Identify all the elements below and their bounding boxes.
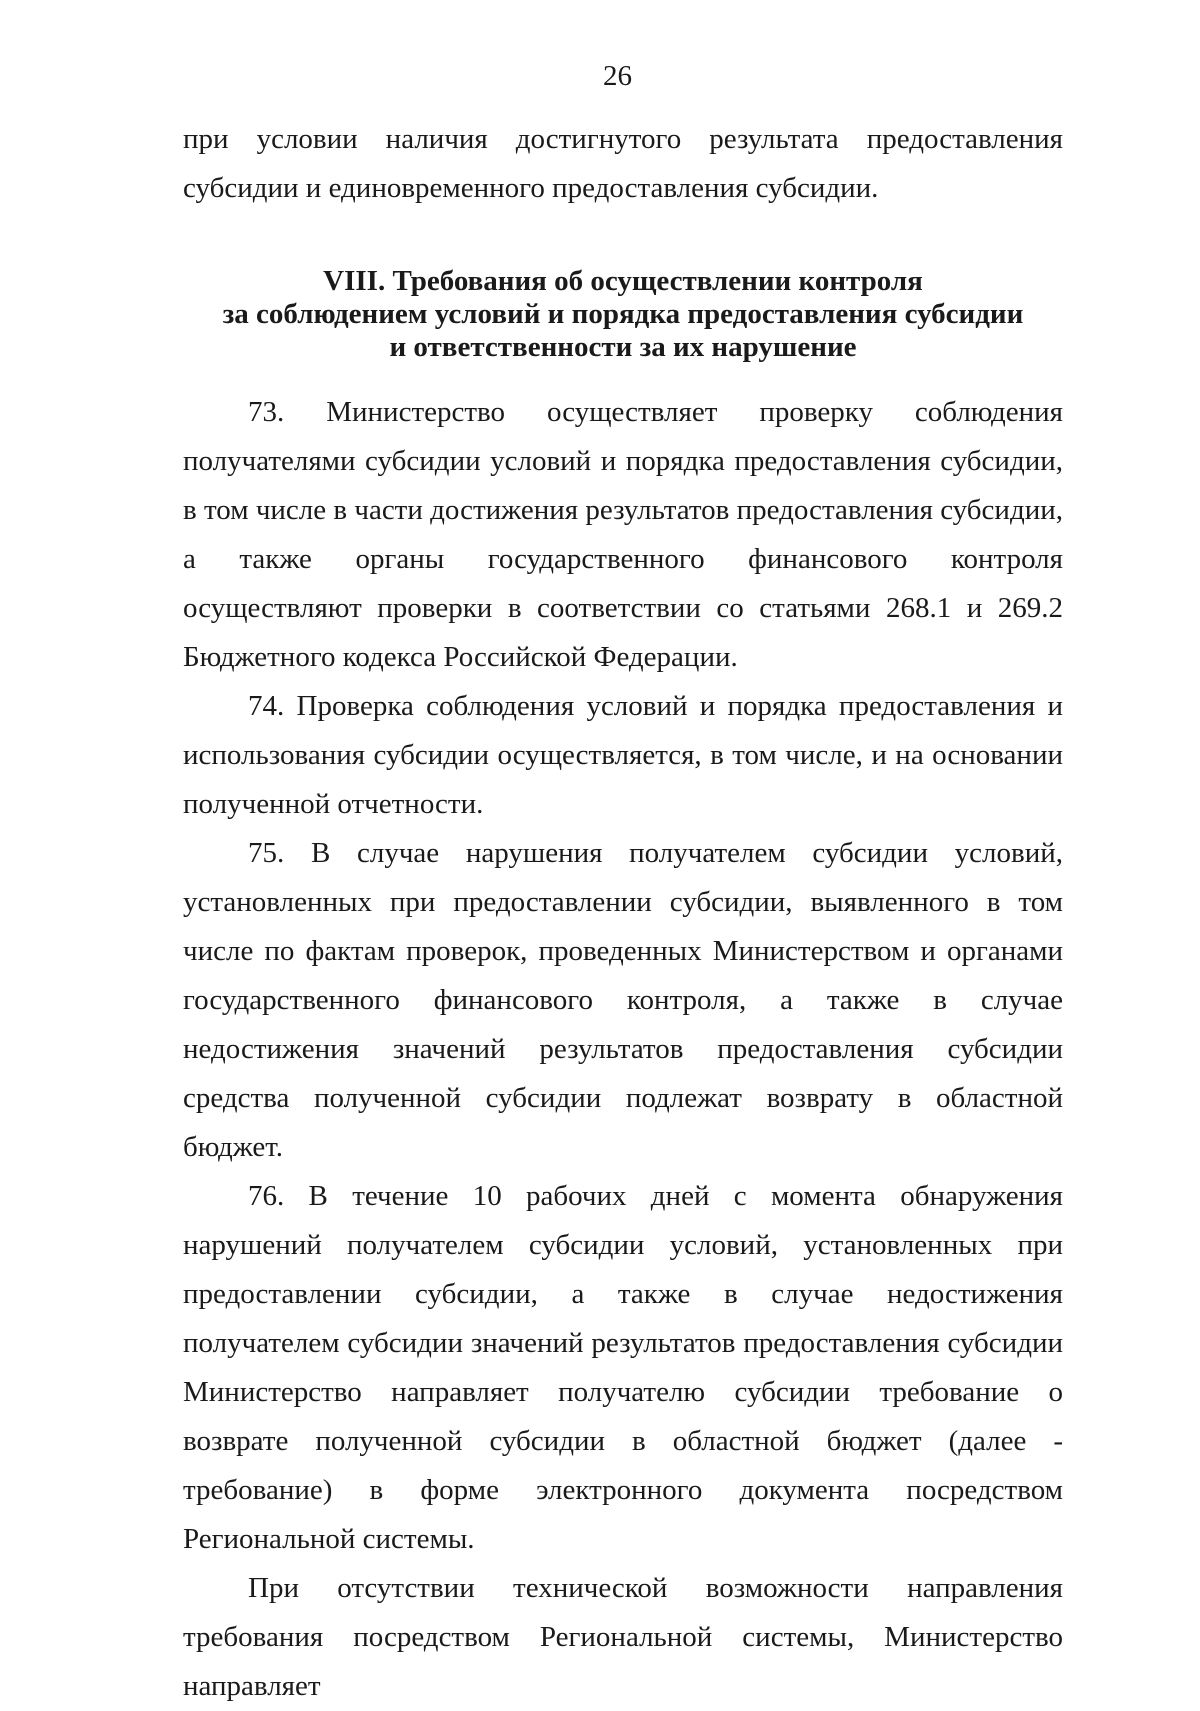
page-number: 26 bbox=[603, 60, 632, 92]
section-heading bbox=[183, 265, 1063, 364]
paragraph-74: 74. Проверка соблюдения условий и порядка предоставления и использования субсидии осуществляется, в том числе, и на основании полученной отчетности. bbox=[183, 690, 1063, 820]
intro-paragraph: при условии наличия достигнутого результата предоставления субсидии и единовременного предоставления субсидии. bbox=[183, 123, 1063, 204]
paragraph-73: 73. Министерство осуществляет проверку соблюдения получателями субсидии условий и порядка предоставления субсидии, в том числе в части достижения результатов предоставления субсидии, а также органы государственного финансового контроля осуществляют проверки в соответствии со статьями 268.1 и 269.2 Бюджетного кодекса Российской Федерации. bbox=[183, 396, 1063, 673]
section-heading-line-1: VIII. Требования об осуществлении контроля bbox=[323, 265, 923, 297]
section-heading-line-3: и ответственности за их нарушение bbox=[389, 331, 857, 363]
section-heading-line-2: за соблюдением условий и порядка предоставления субсидии bbox=[222, 298, 1024, 330]
paragraph-76: 76. В течение 10 рабочих дней с момента обнаружения нарушений получателем субсидии условий, установленных при предоставлении субсидии, а также в случае недостижения получателем субсидии значений результатов предоставления субсидии Министерство направляет получателю субсидии требование о возврате полученной субсидии в областной бюджет (далее - требование) в форме электронного документа посредством Региональной системы. bbox=[183, 1180, 1063, 1555]
paragraph-75: 75. В случае нарушения получателем субсидии условий, установленных при предоставлении субсидии, выявленного в том числе по фактам проверок, проведенных Министерством и органами государственного финансового контроля, а также в случае недостижения значений результатов предоставления субсидии средства полученной субсидии подлежат возврату в областной бюджет. bbox=[183, 837, 1063, 1163]
intro-text-block bbox=[183, 115, 1063, 213]
main-text-block bbox=[183, 388, 1063, 1711]
paragraph-continuation: При отсутствии технической возможности направления требования посредством Региональной системы, Министерство направляет bbox=[183, 1572, 1063, 1702]
